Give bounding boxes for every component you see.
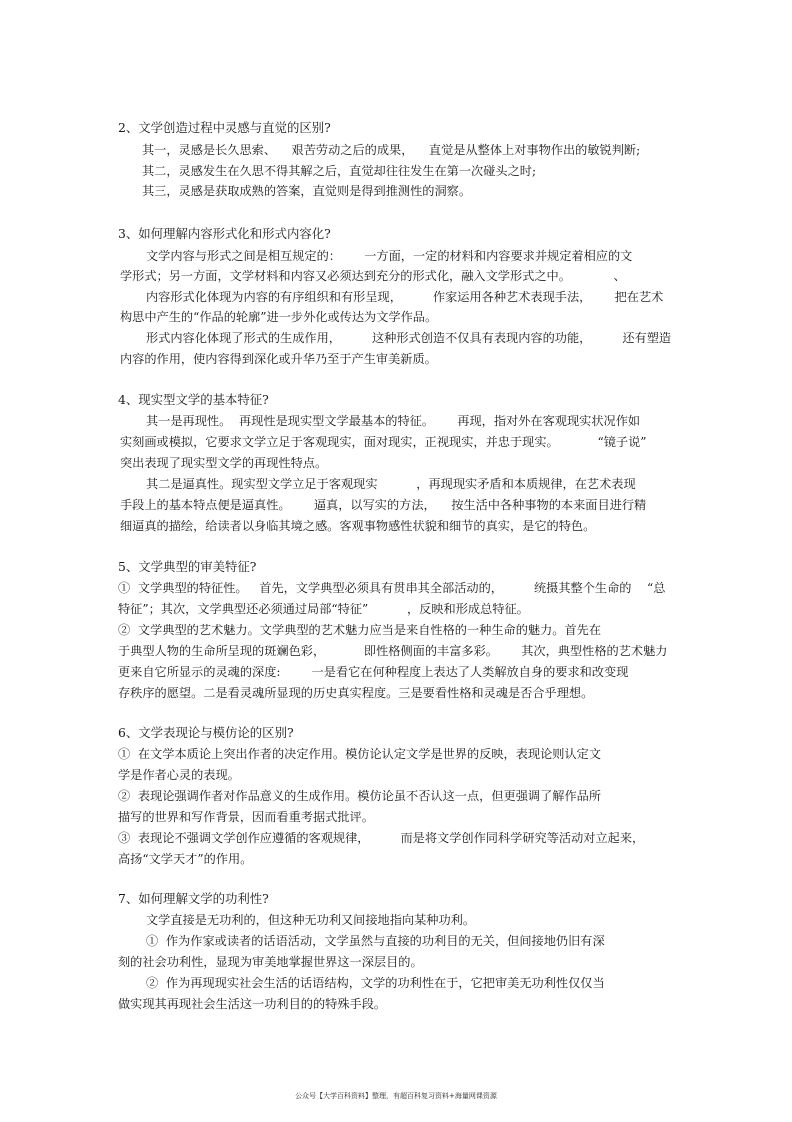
paragraph-line: 内容形式化体现为内容的有序组织和有形呈现， 作家运用各种艺术表现手法， 把在艺术: [146, 290, 664, 304]
section-heading: 6、文学表现论与模仿论的区别?: [118, 725, 294, 740]
paragraph-line: 形式内容化体现了形式的生成作用， 这种形式创造不仅具有表现内容的功能， 还有塑造: [146, 331, 672, 345]
paragraph-line: 描写的世界和写作背景，因而看重考据式批评。: [118, 810, 374, 824]
paragraph-line: ② 表现论强调作者对作品意义的生成作用。模仿论虽不否认这一点，但更强调了解作品所: [118, 789, 602, 803]
paragraph-line: ② 作为再现现实社会生活的话语结构，文学的功利性在于，它把审美无功利性仅仅当: [146, 976, 605, 990]
paragraph-line: ① 在文学本质论上突出作者的决定作用。模仿论认定文学是世界的反映，表现论则认定文: [118, 747, 602, 761]
paragraph-line: 存秩序的愿望。二是看灵魂所显现的历史真实程度。三是要看性格和灵魂是否合乎理想。: [118, 686, 594, 700]
paragraph-line: ② 文学典型的艺术魅力。文学典型的艺术魅力应当是来自性格的一种生命的魅力。首先在: [118, 623, 602, 637]
section-heading: 3、如何理解内容形式化和形式内容化?: [118, 226, 331, 241]
paragraph-line: 学是作者心灵的表现。: [118, 768, 240, 782]
paragraph-line: 于典型人物的生命所呈现的斑斓色彩， 即性格侧面的丰富多彩。 其次，典型性格的艺术魅力: [118, 644, 668, 658]
section-heading: 5、文学典型的审美特征?: [118, 559, 257, 574]
section-heading: 4、现实型文学的基本特征?: [118, 392, 269, 407]
paragraph-line: 高扬“文学天才”的作用。: [118, 852, 253, 866]
paragraph-line: 其一，灵感是长久思索、 艰苦劳动之后的成果， 直觉是从整体上对事物作出的敏锐判断;: [142, 143, 641, 157]
paragraph-line: ① 作为作家或读者的话语活动，文学虽然与直接的功利目的无关，但间接地仍旧有深: [146, 934, 605, 948]
paragraph-line: 更来自它所显示的灵魂的深度: 一是看它在何种程度上表达了人类解放自身的要求和改变现: [118, 665, 629, 679]
paragraph-line: 文学内容与形式之间是相互规定的： 一方面，一定的材料和内容要求并规定着相应的文: [146, 249, 633, 263]
paragraph-line: 突出表现了现实型文学的再现性特点。: [120, 456, 328, 470]
paragraph-line: 其三，灵感是获取成熟的答案，直觉则是得到推测性的洞察。: [142, 184, 472, 198]
paragraph-line: 做实现其再现社会生活这一功利目的的特殊手段。: [118, 997, 387, 1011]
paragraph-line: 文学直接是无功利的，但这种无功利又间接地指向某种功利。: [146, 913, 476, 927]
paragraph-line: 学形式；另一方面，文学材料和内容又必须达到充分的形式化，融入文学形式之中。 、: [120, 269, 626, 283]
paragraph-line: 其二，灵感发生在久思不得其解之后，直觉却往往发生在第一次碰头之时;: [142, 164, 537, 178]
paragraph-line: ① 文学典型的特征性。 首先，文学典型必须具有贯串其全部活动的， 统摄其整个生命的 “总: [118, 581, 666, 595]
paragraph-line: 实刻画或模拟，它要求文学立足于客观现实，面对现实，正视现实，并忠于现实。 “镜子说”: [120, 435, 647, 449]
page-footer: 公众号【大学百科资料】整理，有超百科复习资料+海量网课资源: [295, 1092, 497, 1100]
paragraph-line: 内容的作用，使内容得到深化或升华乃至于产生审美新质。: [120, 352, 437, 366]
paragraph-line: 手段上的基本特点便是逼真性。 逼真，以写实的方法， 按生活中各种事物的本来面目进行精: [120, 498, 647, 512]
section-heading: 7、如何理解文学的功利性?: [118, 891, 269, 906]
paragraph-line: 其一是再现性。 再现性是现实型文学最基本的特征。 再现，指对外在客观现实状况作如: [146, 414, 641, 428]
paragraph-line: 刻的社会功利性，显现为审美地掌握世界这一深层目的。: [118, 955, 423, 969]
paragraph-line: 细逼真的描绘，给读者以身临其境之感。客观事物感性状貌和细节的真实，是它的特色。: [120, 519, 596, 533]
paragraph-line: ③ 表现论不强调文学创作应遵循的客观规律， 而是将文学创作同科学研究等活动对立起来，: [118, 831, 645, 845]
paragraph-line: 构思中产生的“作品的轮廓”进一步外化或传达为文学作品。: [120, 310, 438, 324]
paragraph-line: 其二是逼真性。现实型文学立足于客观现实 ，再现现实矛盾和本质规律，在艺术表现: [146, 477, 636, 491]
section-heading: 2、文学创造过程中灵感与直觉的区别?: [118, 120, 331, 135]
paragraph-line: 特征”；其次，文学典型还必须通过局部“特征” ，反映和形成总特征。: [118, 602, 529, 616]
